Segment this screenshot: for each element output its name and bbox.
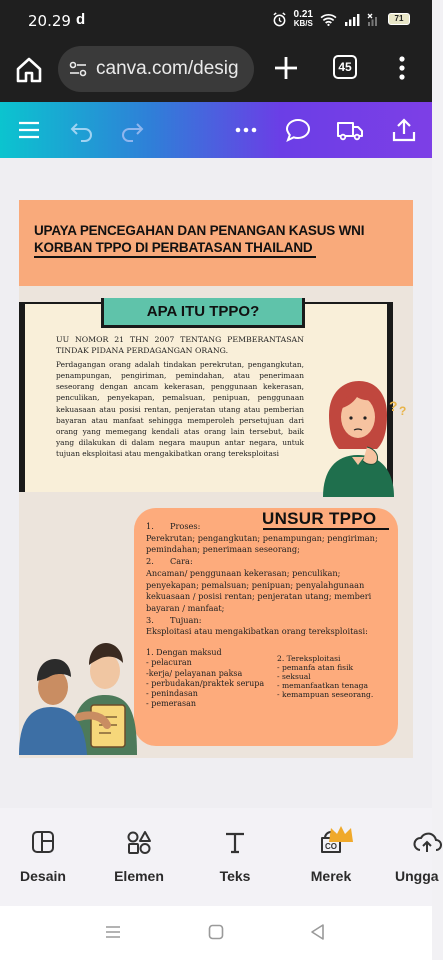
bottom-toolbar <box>0 808 439 906</box>
status-right-group <box>272 10 410 28</box>
right-column-heading: 2. Tereksploitasi <box>277 654 341 663</box>
net-speed <box>294 10 313 28</box>
status-bar <box>0 0 432 42</box>
signal-off-icon <box>367 13 381 26</box>
tool-teks[interactable] <box>195 828 275 884</box>
redo-icon[interactable] <box>118 116 146 144</box>
tool-unggah-label: Ungga <box>395 868 439 884</box>
url-bar[interactable] <box>58 46 254 92</box>
layout-icon <box>29 828 57 856</box>
purpose-right-column <box>277 654 389 699</box>
unsur-2-text: Ancaman/ penggunaan kekerasan; penculikan; penyekapan; pemalsuan; penipuan; penyalahgunaan kekuasaan / posisi rentan; penjeratan utang; memberi bayaran / manfaat; <box>146 567 372 613</box>
unsur-2-number: 2. <box>146 556 154 567</box>
canvas-area <box>0 158 432 808</box>
tool-elemen[interactable] <box>99 828 179 884</box>
people-illustration[interactable] <box>19 605 151 755</box>
svg-text:CO: CO <box>325 842 337 851</box>
left-column-heading: 1. Dengan maksud <box>146 648 222 657</box>
thinking-girl-illustration[interactable] <box>317 375 413 497</box>
battery-icon: 71 <box>388 13 410 25</box>
unsur-2-label: Cara: <box>170 556 193 567</box>
new-tab-icon[interactable] <box>272 54 300 82</box>
notification-d-icon: d <box>76 11 86 28</box>
list-item: - pemerasan <box>146 699 197 709</box>
list-item: - pemanfa atan fisik <box>277 663 354 672</box>
tool-merek[interactable] <box>291 828 371 884</box>
list-item: -kerja/ pelayanan paksa <box>146 668 243 678</box>
tool-elemen-label: Elemen <box>114 868 164 884</box>
net-speed-value: 0.21 <box>293 9 313 20</box>
unsur-3-number: 3. <box>146 614 154 625</box>
more-menu-icon[interactable] <box>392 54 412 82</box>
url-text[interactable]: canva.com/desig <box>96 58 239 79</box>
tool-teks-label: Teks <box>219 868 251 884</box>
home-nav-icon[interactable] <box>206 922 226 942</box>
list-item: - kemampuan seseorang. <box>277 690 374 699</box>
signal-icon <box>344 13 360 26</box>
text-icon <box>221 828 249 856</box>
truck-icon[interactable] <box>336 116 364 144</box>
unsur-1-label: Proses: <box>170 521 201 531</box>
share-icon[interactable] <box>390 116 418 144</box>
list-item: - seksual <box>277 672 311 681</box>
design-page[interactable] <box>19 200 413 758</box>
tool-merek-label: Merek <box>310 868 352 884</box>
definition-body: Perdagangan orang adalah tindakan perekrutan, pengangkutan, penampungan, pengiriman, pemindahan, atau penerimaan seseorang dengan ancam kekerasan, penggunaan kekerasan, penculikan, penyekapan, pemalsuan, penipuan, penggunaan kekuasaan atau posisi rentan, penjeratan utang atau pemberian bayaran atau manfaat sehingga memperoleh persetujuan dari orang yang memegang kendali atas orang lain tersebut, baik yang dilakukan di dalam negara maupun antar negara, untuk tujuan eksploitasi atau mengakibatkan orang tereksploitasi <box>56 360 304 458</box>
unsur-3-text: Eksploitasi atau mengakibatkan orang tereksploitasi: <box>146 626 368 637</box>
hamburger-menu-icon[interactable] <box>15 116 43 144</box>
canva-toolbar <box>0 102 432 158</box>
unsur-1-number: 1. <box>146 521 154 531</box>
back-icon[interactable] <box>308 922 328 942</box>
unsur-body[interactable] <box>146 521 386 638</box>
svg-text:?: ? <box>399 404 407 418</box>
tab-switcher-button[interactable]: 45 <box>333 55 357 79</box>
tool-desain[interactable] <box>3 828 83 884</box>
purpose-left-column <box>146 648 281 710</box>
law-reference: UU NOMOR 21 THN 2007 TENTANG PEMBERANTASAN TINDAK PIDANA PERDAGANGAN ORANG. <box>56 335 304 356</box>
list-item: - penindasan <box>146 689 198 699</box>
more-options-icon[interactable] <box>232 116 260 144</box>
list-item: - pelacuran <box>146 658 192 668</box>
list-item: - perbudakan/praktek serupa <box>146 678 265 688</box>
tool-unggah[interactable] <box>383 828 443 884</box>
definition-text[interactable] <box>56 334 304 459</box>
site-settings-icon[interactable] <box>68 59 88 79</box>
alarm-icon <box>272 12 287 27</box>
home-icon[interactable] <box>14 55 44 85</box>
apa-heading[interactable]: APA ITU TPPO? <box>101 298 305 328</box>
unsur-heading[interactable]: UNSUR TPPO <box>262 509 377 528</box>
upload-cloud-icon <box>413 828 441 856</box>
undo-icon[interactable] <box>68 116 96 144</box>
list-item: - memanfaatkan tenaga <box>277 681 368 690</box>
comment-icon[interactable] <box>284 116 312 144</box>
wifi-icon <box>320 13 337 26</box>
tool-desain-label: Desain <box>20 868 66 884</box>
crown-icon <box>327 820 355 848</box>
unsur-1-text: Perekrutan; pengangkutan; penampungan; pengiriman; pemindahan; penerimaan seseorang; <box>146 532 378 555</box>
system-nav-bar <box>0 906 432 960</box>
net-speed-unit: KB/S <box>293 19 313 28</box>
header-underline <box>34 256 316 258</box>
recents-icon[interactable] <box>103 922 123 942</box>
shapes-icon <box>125 828 153 856</box>
header-title[interactable]: UPAYA PENCEGAHAN DAN PENANGAN KASUS WNI KORBAN TPPO DI PERBATASAN THAILAND <box>34 223 365 255</box>
svg-text:?: ? <box>389 398 398 414</box>
status-time: 20.29 <box>28 12 71 30</box>
browser-toolbar <box>0 42 432 102</box>
unsur-3-label: Tujuan: <box>170 614 202 625</box>
